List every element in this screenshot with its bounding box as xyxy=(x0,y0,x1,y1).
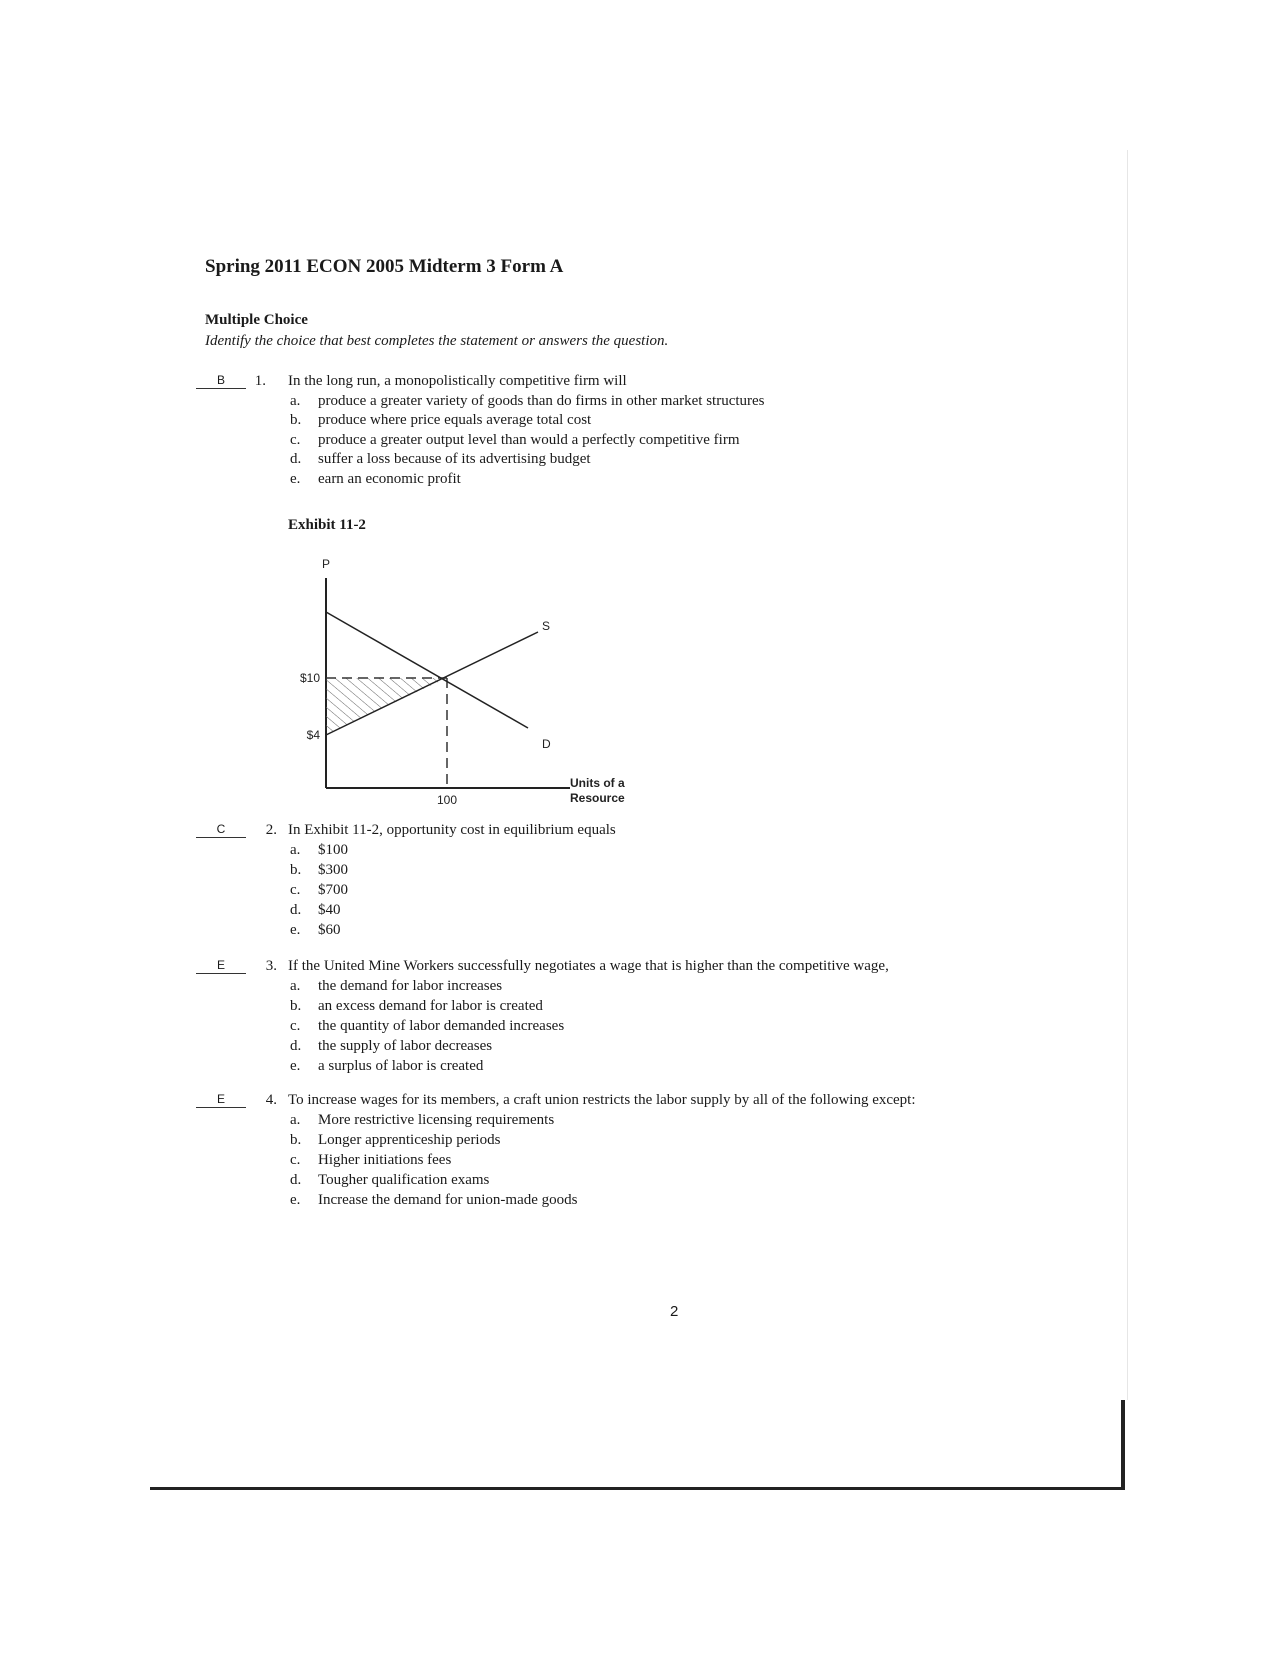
answer-blank: C xyxy=(196,822,246,838)
supply-label: S xyxy=(542,619,551,633)
scan-edge-right xyxy=(1121,1400,1125,1490)
scan-edge-bottom xyxy=(150,1487,1125,1490)
question-text: In Exhibit 11-2, opportunity cost in equilibrium equals xyxy=(288,822,616,838)
option-e: e. a surplus of labor is created xyxy=(290,1058,484,1074)
price-10-label: $10 xyxy=(299,671,320,685)
option-c: c. produce a greater output level than would a perfectly competitive firm xyxy=(290,432,740,448)
quantity-100-label: 100 xyxy=(436,793,458,807)
option-b: b. produce where price equals average total cost xyxy=(290,412,592,428)
question-text: To increase wages for its members, a craft union restricts the labor supply by all of the following except: xyxy=(288,1092,916,1108)
answer-blank: B xyxy=(196,373,246,389)
price-4-label: $4 xyxy=(306,728,320,742)
option-c: c. the quantity of labor demanded increases xyxy=(290,1018,565,1034)
option-d: d. Tougher qualification exams xyxy=(290,1172,490,1188)
exhibit-title: Exhibit 11-2 xyxy=(288,517,366,533)
document-title: Spring 2011 ECON 2005 Midterm 3 Form A xyxy=(205,256,564,277)
option-e: e. $60 xyxy=(290,922,341,938)
answer-blank: E xyxy=(196,1092,246,1108)
x-axis-label-line-2: Resource xyxy=(570,791,625,805)
page-number: 2 xyxy=(670,1303,679,1320)
y-axis-label: P xyxy=(322,557,331,571)
answer-blank: E xyxy=(196,958,246,974)
option-d: d. suffer a loss because of its advertising budget xyxy=(290,451,591,467)
question-text: If the United Mine Workers successfully negotiates a wage that is higher than the competitive wage, xyxy=(288,958,889,974)
option-a: a. produce a greater variety of goods than do firms in other market structures xyxy=(290,393,765,409)
option-a: a. $100 xyxy=(290,842,348,858)
option-b: b. $300 xyxy=(290,862,348,878)
option-d: d. the supply of labor decreases xyxy=(290,1038,493,1054)
option-e: e. Increase the demand for union-made goods xyxy=(290,1192,578,1208)
x-axis-label-line-1: Units of a xyxy=(570,776,625,790)
option-c: c. Higher initiations fees xyxy=(290,1152,452,1168)
section-heading: Multiple Choice xyxy=(205,312,308,328)
question-number: 1. xyxy=(254,373,266,389)
option-b: b. Longer apprenticeship periods xyxy=(290,1132,501,1148)
question-number: 4. xyxy=(265,1092,277,1108)
option-c: c. $700 xyxy=(290,882,348,898)
instructions: Identify the choice that best completes the statement or answers the question. xyxy=(205,333,669,349)
question-number: 3. xyxy=(265,958,277,974)
exhibit-11-2-graph xyxy=(280,550,660,810)
option-a: a. More restrictive licensing requirements xyxy=(290,1112,555,1128)
demand-label: D xyxy=(542,737,551,751)
scan-shadow-right xyxy=(1127,150,1128,1400)
option-e: e. earn an economic profit xyxy=(290,471,461,487)
option-d: d. $40 xyxy=(290,902,341,918)
option-b: b. an excess demand for labor is created xyxy=(290,998,543,1014)
option-a: a. the demand for labor increases xyxy=(290,978,503,994)
question-text: In the long run, a monopolistically competitive firm will xyxy=(288,373,627,389)
question-number: 2. xyxy=(265,822,277,838)
